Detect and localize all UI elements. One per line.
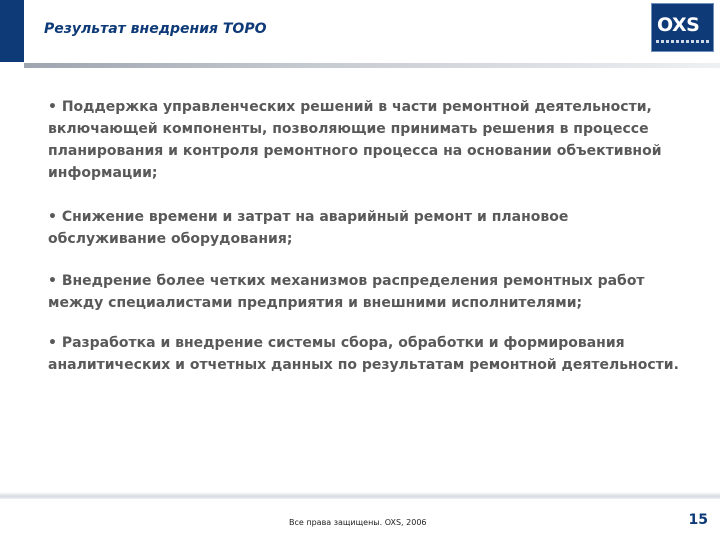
bullet-item: • Поддержка управленческих решений в части ремонтной деятельности, включающей компоненты, позволяющие принимать решения в процессе планирования и контроля ремонтного процесса на основании объективной информации;	[48, 99, 662, 181]
logo-tagline-decoration	[656, 40, 710, 43]
oxs-logo	[651, 3, 714, 52]
footer-copyright: Все права защищены. OXS, 2006	[289, 518, 427, 527]
page-number: 15	[688, 512, 708, 528]
logo-text: OXS	[657, 14, 700, 36]
bullet-list	[48, 96, 688, 398]
slide-title: Результат внедрения ТОРО	[44, 21, 267, 37]
footer-divider	[0, 492, 720, 499]
header-accent-bar	[0, 0, 24, 62]
bullet-item: • Внедрение более четких механизмов распределения ремонтных работ между специалистами предприятия и внешними исполнителями;	[48, 273, 645, 311]
header-divider	[24, 63, 720, 68]
slide-header	[0, 0, 720, 64]
bullet-item: • Снижение времени и затрат на аварийный ремонт и плановое обслуживание оборудования;	[48, 209, 569, 247]
bullet-item: • Разработка и внедрение системы сбора, обработки и формирования аналитических и отчетных данных по результатам ремонтной деятельности.	[48, 335, 679, 373]
